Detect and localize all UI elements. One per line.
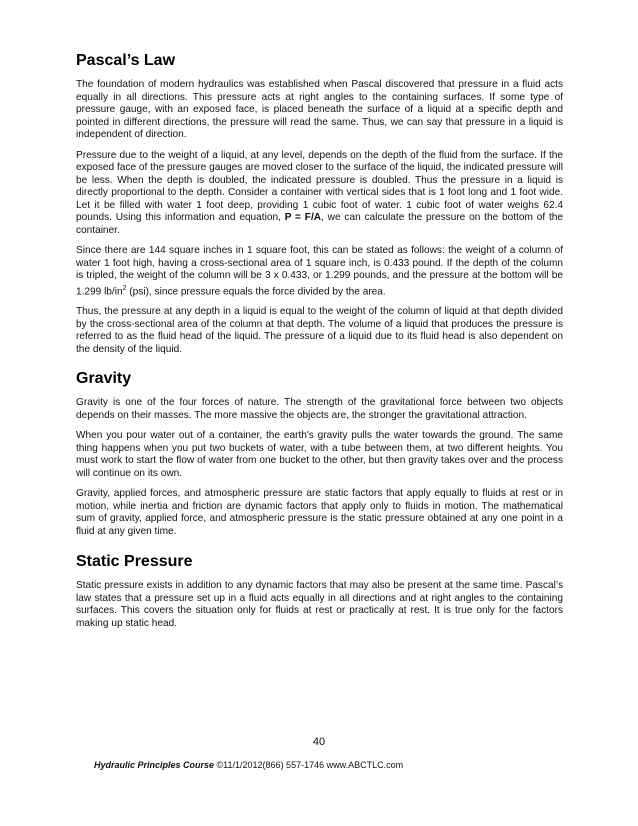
paragraph-text: Since there are 144 square inches in 1 square foot, this can be stated as follows: the weight of a column of water 1 foot high, having a cross-sectional area of 1 square inch, is 0.433 pound. If the depth of the column is tripled, the weight of the column will be 3 x 0.433, or 1.299 pounds, and the pressure at the bottom will be 1.299 lb/in (76, 245, 563, 297)
superscript: 2 (122, 284, 127, 292)
paragraph: Static pressure exists in addition to any dynamic factors that may also be present at the same time. Pascal’s law states that a pressure set up in a fluid acts equally in all directions and at right angles to the containing surfaces. This covers the situation only for fluids at rest or practically at rest. It is true only for the factors making up static head. (76, 580, 563, 629)
footer-course-title: Hydraulic Principles Course (94, 760, 215, 770)
section-heading: Gravity (76, 370, 132, 388)
paragraph: Gravity, applied forces, and atmospheric pressure are static factors that apply equally to fluids at rest or in motion, while inertia and friction are dynamic factors that apply only to fluids in motion. The mathematical sum of gravity, applied force, and atmospheric pressure is the static pressure obtained at any one point in a fluid at any given time. (76, 488, 563, 537)
footer-info: ©11/1/2012(866) 557-1746 www.ABCTLC.com (214, 760, 404, 770)
paragraph-text: (psi), since pressure equals the force divided by the area. (126, 285, 386, 297)
paragraph-text: Pressure due to the weight of a liquid, at any level, depends on the depth of the fluid from the surface. If the exposed face of the pressure gauges are moved closer to the surface of the liquid, the indicated pressure will be less. When the depth is doubled, the indicated pressure is doubled. Thus the pressure in a liquid is directly proportional to the depth. Consider a container with vertical sides that is 1 foot long and 1 foot wide. Let it be filled with water 1 foot deep, providing 1 cubic foot of water. 1 cubic foot of water weighs 62.4 pounds. Using this information and equation, (76, 149, 563, 223)
section-gravity (76, 370, 563, 538)
paragraph (76, 245, 563, 298)
page-number: 40 (312, 736, 326, 748)
document-page (76, 52, 563, 638)
paragraph: The foundation of modern hydraulics was established when Pascal discovered that pressure in a fluid acts equally in all directions. This pressure acts at right angles to the containing surfaces. If some type of pressure gauge, with an exposed face, is placed beneath the surface of a liquid at a specific depth and pointed in different directions, the pressure will read the same. Thus, we can say that pressure in a liquid is independent of direction. (76, 79, 563, 140)
paragraph: When you pour water out of a container, the earth's gravity pulls the water towards the ground. The same thing happens when you put two buckets of water, with a tube between them, at two different heights. You must work to start the flow of water from one bucket to the other, but then gravity takes over and the process will continue on its own. (76, 430, 563, 479)
equation-text: P = F/A (284, 212, 322, 223)
section-heading: Static Pressure (76, 553, 193, 571)
page-footer (94, 760, 403, 770)
paragraph: Thus, the pressure at any depth in a liquid is equal to the weight of the column of liquid at that depth divided by the cross-sectional area of the column at that depth. The volume of a liquid that produces the pressure is referred to as the fluid head of the liquid. The pressure of a liquid due to its fluid head is also dependent on the density of the liquid. (76, 306, 563, 355)
section-heading: Pascal’s Law (76, 52, 176, 69)
paragraph: Gravity is one of the four forces of nature. The strength of the gravitational force between two objects depends on their masses. The more massive the objects are, the stronger the gravitational attraction. (76, 397, 563, 421)
section-pascals-law (76, 52, 563, 356)
paragraph-text: , we can calculate the pressure on the bottom of the container. (76, 212, 563, 236)
section-static-pressure (76, 553, 563, 630)
paragraph (76, 150, 563, 238)
